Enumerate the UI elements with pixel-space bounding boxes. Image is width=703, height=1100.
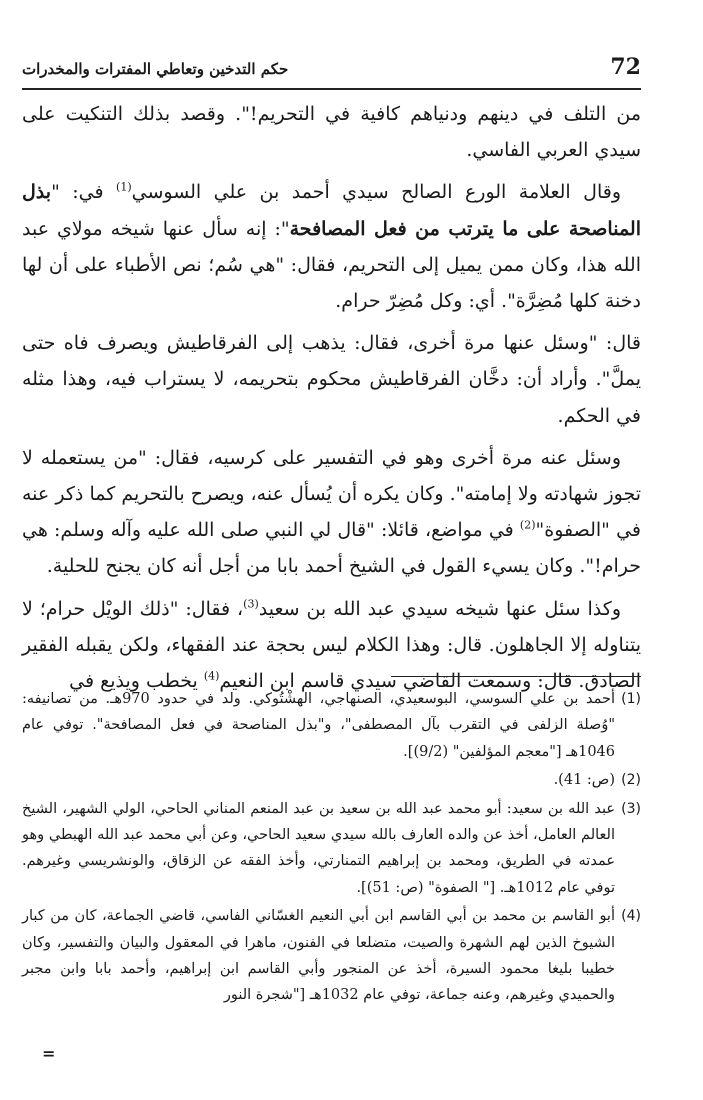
footnote-ref[interactable]: (3) bbox=[243, 597, 259, 611]
paragraph bbox=[22, 325, 641, 434]
book-title: بذل المناصحة على ما يترتب من فعل المصافحة bbox=[22, 181, 641, 240]
footnote-number: (3) bbox=[621, 800, 641, 817]
footnote-text: أبو القاسم بن محمد بن أبي القاسم ابن أبي النعيم الغسّاني الفاسي، قاضي الجماعة، كان من كبار الشيوخ الذين لهم الشهرة والصيت، متضلعا في الفنون، ماهرا في المعقول والبيان والتفسير، وكان خطيبا بليغا محمود السيرة، أخذ عن المنجور وأبي القاسم ابن إبراهيم، وأحمد بابا وابن مجبر والحميدي وغيرهم، وعنه جماعة، توفي عام 1032هـ ["شجرة النور bbox=[22, 908, 615, 1004]
paragraph-text: في: " bbox=[51, 181, 117, 204]
footnote-ref[interactable]: (1) bbox=[116, 181, 132, 195]
footnote-text: أحمد بن علي السوسي، البوسعيدي، الصنهاجي، الهشْتُوكي. ولد في حدود 970هـ. من تصانيفه: "وُصلة الزلفى في التقرب بآل المصطفى"، و"بذل المناصحة في فعل المصافحة". توفي عام 1046هـ ["معجم المؤلفين" (9/2)]. bbox=[22, 691, 615, 760]
paragraph-text: من التلف في دينهم ودنياهم كافية في التحريم!". وقصد بذلك التنكيت على سيدي العربي الفاسي. bbox=[22, 103, 641, 162]
footnote-ref[interactable]: (2) bbox=[519, 518, 536, 532]
footnote-ref[interactable]: (4) bbox=[203, 669, 220, 683]
paragraph bbox=[22, 174, 641, 319]
paragraph-text: يخطب ويذيع في bbox=[69, 670, 204, 693]
running-title: حكم التدخين وتعاطي المفترات والمخدرات bbox=[22, 60, 289, 78]
footnote-text: عبد الله بن سعيد: أبو محمد عبد الله بن سعيد بن عبد المنعم المناني الحاحي، الولي الشهير، الشيخ العالم العامل، أخذ عن والده العارف بالله سيدي سعيد الحاحي، وعن أبي محمد عبد الله الهبطي وهو عمدته في الطريق، ومحمد بن إبراهيم التمنارتي، وأخذ الفقه عن الزقاق، والونشريسي وغيرهم. توفي عام 1012هـ. [" الصفوة" (ص: 51)]. bbox=[22, 800, 615, 896]
footnotes bbox=[22, 686, 641, 1011]
paragraph-text: ، فقال: "ذلك الويْل حرام؛ لا يتناوله إلا الجاهلون. قال: وهذا الكلام ليس بحجة عند الفقهاء، ولكن يقبله الفقير الصادق. قال: وسمعت القاضي سيدي قاسم ابن النعيم bbox=[22, 597, 641, 693]
footnote bbox=[22, 767, 641, 793]
paragraph-text: في مواضع، قائلا: "قال لي النبي صلى الله عليه وآله وسلم: هي حرام!". وكان يسيء القول في الشيخ أحمد بابا من أجل أنه كان يجنح للحلية. bbox=[22, 519, 641, 578]
footnote bbox=[22, 796, 641, 902]
paragraph-text: وقال العلامة الورع الصالح سيدي أحمد بن علي السوسي bbox=[131, 181, 622, 204]
paragraph bbox=[22, 440, 641, 585]
main-text bbox=[22, 96, 641, 705]
footnote-number: (4) bbox=[621, 908, 641, 925]
footnote-number: (2) bbox=[621, 772, 641, 789]
page-number: 72 bbox=[610, 54, 641, 80]
paragraph-text: ": إنه سأل عنها شيخه مولاي عبد الله هذا، وكان ممن يميل إلى التحريم، فقال: "هي سُم؛ نص الأطباء على أن لها دخنة كلها مُضِرَّة". أي: وكل مُضِرّ حرام. bbox=[22, 217, 641, 313]
footnote-number: (1) bbox=[621, 691, 641, 707]
paragraph bbox=[22, 591, 641, 700]
paragraph bbox=[22, 96, 641, 168]
footnote bbox=[22, 903, 641, 1009]
footnote-separator bbox=[391, 676, 641, 677]
continuation-mark: = bbox=[42, 1044, 56, 1063]
paragraph-text: وكذا سئل عنها شيخه سيدي عبد الله بن سعيد bbox=[258, 597, 622, 620]
footnote bbox=[22, 686, 641, 765]
footnote-text: (ص: 41). bbox=[553, 772, 615, 789]
page-header bbox=[22, 52, 641, 90]
paragraph-text: وسئل عنه مرة أخرى وهو في التفسير على كرسيه، فقال: "من يستعمله لا تجوز شهادته ولا إمامته". وكان يكره أن يُسأل عنه، ويصرح بالتحريم كما ذكر عنه في "الصفوة" bbox=[22, 446, 642, 542]
paragraph-text: قال: "وسئل عنها مرة أخرى، فقال: يذهب إلى الفرقاطيش ويصرف فاه حتى يملَّ". وأراد أن: دخَّان الفرقاطيش محكوم بتحريمه، لا يستراب فيه، وهذا مثله في الحكم. bbox=[22, 332, 641, 427]
